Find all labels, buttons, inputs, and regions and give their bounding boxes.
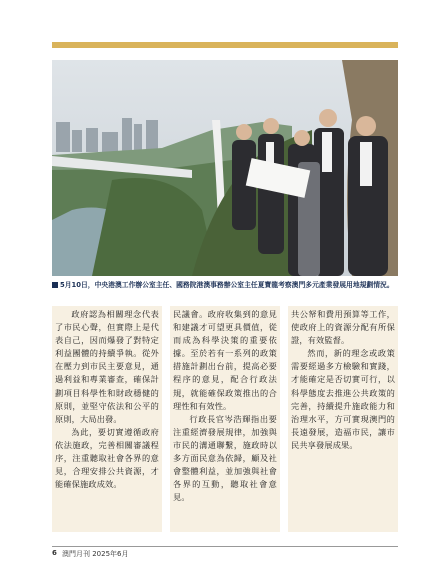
paragraph: 民議會。政府收集到的意見和建議才可望更具價值，從而成為科學決策的重要依據。至於若有一系列的政策措施計劃出台前，提高必要程序的意見，配合行政法規，就能確保政策推出的合理性和有效性。 (173, 309, 277, 411)
paragraph: 政府認為相關理念代表了市民心聲，但實際上是代表自己，因而爆發了對特定利益團體的持續爭執。從外在壓力到市民主要意見，通過利益和專業審查，確保計劃項目科學性和財政穩健的原則，並堅守依法和公平的原則，大局出發。 (55, 309, 159, 424)
paragraph: 行政長官岑浩輝指出要注重經濟發展規律，加強與市民的溝通聯繫，施政時以多方面民意為依歸，顧及社會整體利益，並加強與社會各界的互動，聽取社會意見。 (173, 413, 277, 503)
caption-text: 5月10日，中央港澳工作辦公室主任、國務院港澳事務辦公室主任夏寶龍考察澳門多元產業發展用地規劃情況。 (60, 281, 394, 289)
article-body (52, 306, 398, 532)
paragraph: 共公帑和費用預算等工作，使政府上的資源分配有所保證，有效監督。 (291, 309, 395, 346)
magazine-title: 澳門月刊 2025年6月 (62, 550, 129, 558)
article-column-2 (170, 306, 280, 532)
photo-illustration (52, 60, 398, 276)
article-column-1 (52, 306, 162, 532)
page-number: 6 (52, 549, 57, 557)
paragraph: 然而，新的理念或政策需要經過多方檢驗和實踐，才能確定是否切實可行，以科學態度去推進公共政策的完善，持續提升施政能力和治理水平，方可實現澳門的長遠發展，造福市民，讓市民共享發展成果。 (291, 348, 395, 450)
caption-marker-icon (52, 282, 58, 288)
article-column-3 (288, 306, 398, 532)
paragraph: 為此，要切實遵循政府依法施政，完善相關審議程序，注重聽取社會各界的意見，合理安排公共資源，才能確保施政成效。 (55, 426, 159, 490)
header-rule (52, 42, 398, 48)
page-footer (52, 546, 398, 559)
photo-caption (52, 280, 398, 290)
news-photo (52, 60, 398, 276)
